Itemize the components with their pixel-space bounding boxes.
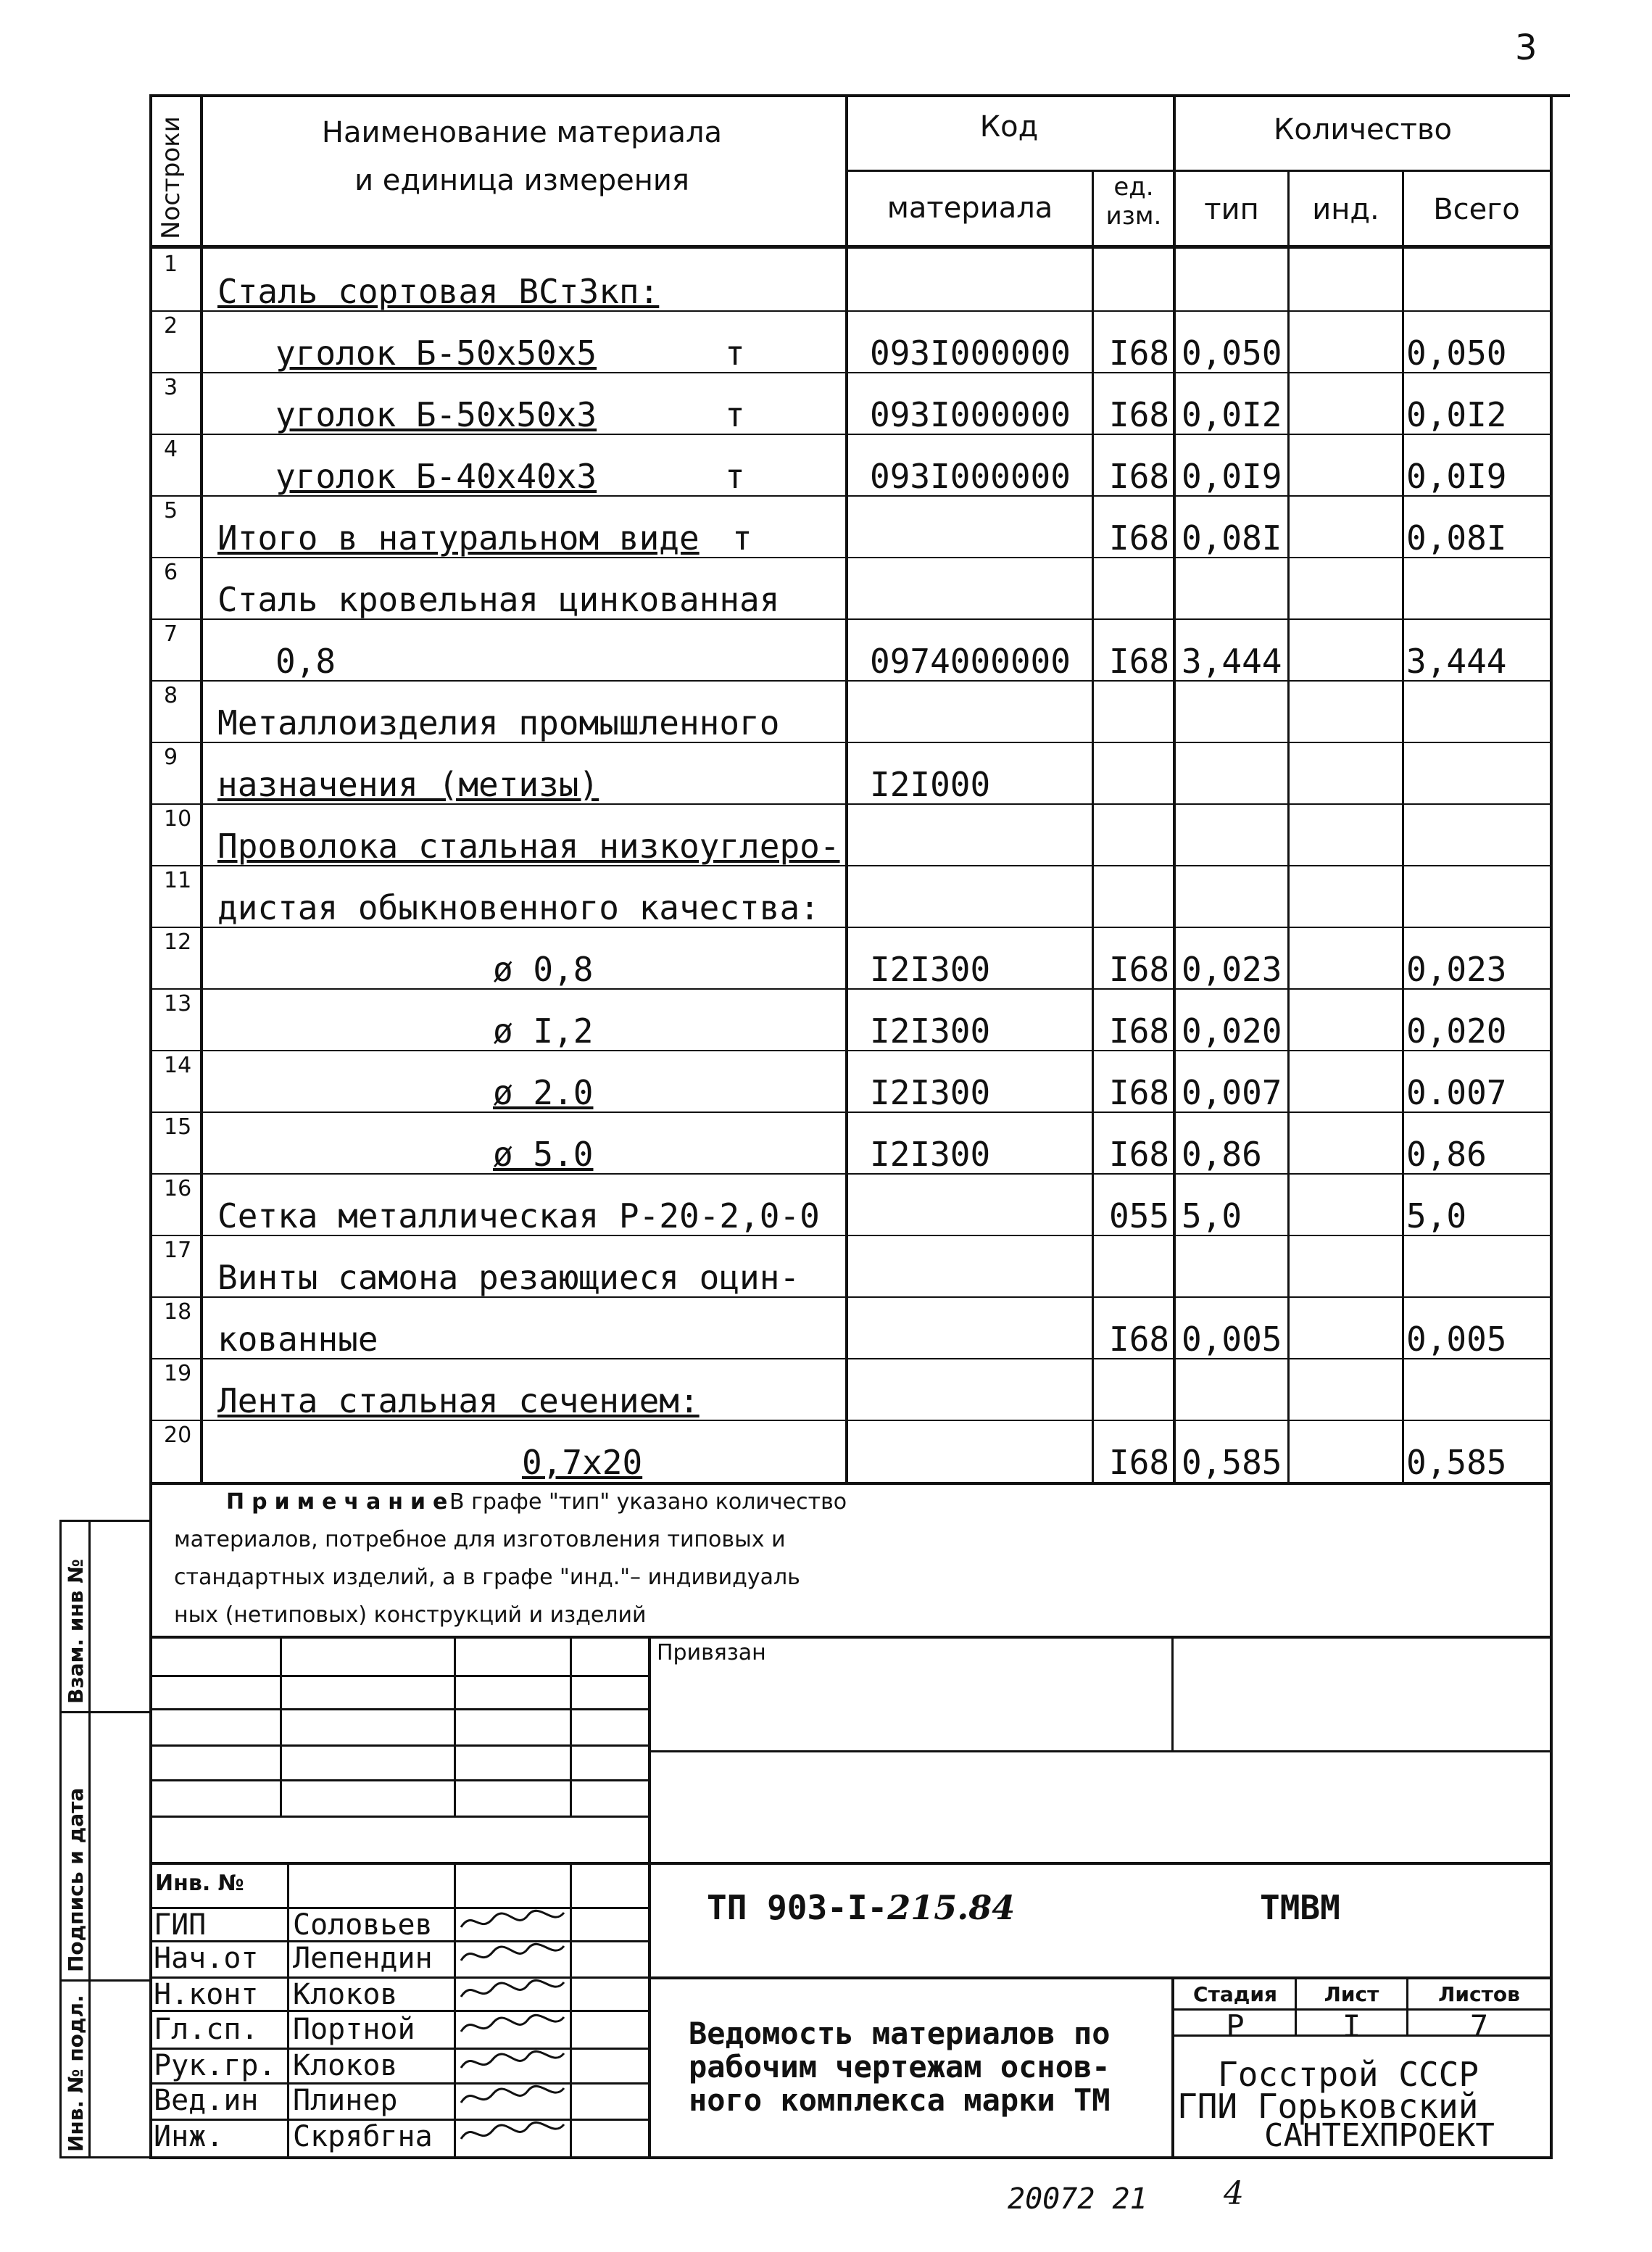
unit-code: I68 (1109, 395, 1170, 434)
signatory-role: Гл.сп. (154, 2013, 259, 2046)
unit-code: I68 (1109, 334, 1170, 373)
unit-code: I68 (1109, 1011, 1170, 1051)
inv-podl-label: Инв. № подл. (64, 1995, 88, 2152)
row-number: 11 (164, 868, 192, 893)
footer-handwritten: 4 (1224, 2175, 1244, 2212)
row-number: 7 (164, 621, 178, 647)
quantity-tip: 0,585 (1182, 1443, 1282, 1482)
doc-title-line2: рабочим чертежам основ- (689, 2049, 1111, 2085)
signatory-role: Нач.от (154, 1942, 259, 1975)
quantity-total: 0,0I9 (1406, 457, 1507, 496)
row-number: 19 (164, 1361, 192, 1386)
material-name: Сетка металлическая Р-20-2,0-0 (217, 1196, 820, 1235)
material-code: I2I300 (870, 1135, 991, 1174)
signature-scribble (458, 1975, 567, 2007)
material-code: 093I000000 (870, 395, 1071, 434)
row-number: 9 (164, 745, 178, 770)
organization-line1: Госстрой СССР (1218, 2055, 1479, 2094)
material-name: Итого в натуральном виде (217, 518, 700, 558)
quantity-tip: 0,08I (1182, 518, 1282, 558)
material-name: 0,7х20 (522, 1443, 643, 1482)
unit-code: I68 (1109, 1320, 1170, 1359)
material-name: Металлоизделия промышленного (217, 703, 780, 742)
unit-code: I68 (1109, 518, 1170, 558)
unit-code: I68 (1109, 457, 1170, 496)
quantity-tip: 0,0I2 (1182, 395, 1282, 434)
unit-code: I68 (1109, 1443, 1170, 1482)
quantity-tip: 0,0I9 (1182, 457, 1282, 496)
quantity-tip: 0,023 (1182, 950, 1282, 989)
material-code: 0974000000 (870, 642, 1071, 681)
material-name: Сталь сортовая ВСт3кп: (217, 272, 660, 311)
unit-code: I68 (1109, 1073, 1170, 1112)
material-name: ø 5.0 (493, 1135, 594, 1174)
name-header-line1: Наименование материала (321, 116, 723, 149)
sheets-value: 7 (1469, 2008, 1489, 2044)
quantity-tip: 0,005 (1182, 1320, 1282, 1359)
unit-code: I68 (1109, 1135, 1170, 1174)
signatory-name: Портной (293, 2013, 415, 2046)
row-number: 20 (164, 1423, 192, 1448)
total-header: Всего (1433, 193, 1520, 226)
note-line1: В графе "тип" указано количество (449, 1489, 847, 1515)
quantity-total: 0,023 (1406, 950, 1507, 989)
doc-title-line1: Ведомость материалов по (689, 2016, 1111, 2051)
page-number: 3 (1515, 28, 1537, 68)
material-name: ø 0,8 (493, 950, 594, 989)
quantity-header: Количество (1273, 113, 1452, 146)
row-number: 5 (164, 498, 178, 523)
document-code: ТП 903-I-215.84 (707, 1888, 1016, 1927)
signatory-name: Скрябгна (293, 2120, 433, 2153)
quantity-total: 0,050 (1406, 334, 1507, 373)
organization-line2: ГПИ Горьковский (1177, 2087, 1479, 2126)
material-code: I2I000 (870, 765, 991, 804)
material-name: Сталь кровельная цинкованная (217, 580, 780, 619)
sheet-label: Лист (1324, 1982, 1379, 2006)
row-number: 17 (164, 1238, 192, 1263)
signatory-name: Клоков (293, 1978, 398, 2011)
row-number: 6 (164, 560, 178, 585)
tip-header: тип (1204, 193, 1259, 226)
unit-code: I68 (1109, 642, 1170, 681)
material-header: материала (887, 191, 1053, 225)
row-number: 4 (164, 436, 178, 462)
ind-header: инд. (1312, 193, 1379, 226)
material-name: 0,8 (275, 642, 336, 681)
material-name: ø I,2 (493, 1011, 594, 1051)
note-line4: ных (нетиповых) конструкций и изделий (174, 1602, 647, 1628)
code-header: Код (979, 110, 1039, 144)
row-number: 1 (164, 252, 178, 277)
quantity-total: 5,0 (1406, 1196, 1467, 1235)
unit-code: I68 (1109, 950, 1170, 989)
material-name: ø 2.0 (493, 1073, 594, 1112)
stage-value: Р (1226, 2008, 1245, 2044)
signature-scribble (458, 2010, 567, 2042)
material-name: Винты самона резающиеся оцин- (217, 1258, 800, 1297)
row-number: 12 (164, 930, 192, 955)
signatory-role: Рук.гр. (154, 2049, 276, 2082)
signatory-name: Лепендин (293, 1942, 433, 1975)
material-name: дистая обыкновенного качества: (217, 888, 820, 927)
vzam-inv-label: Взам. инв № (64, 1559, 88, 1704)
material-name: Лента стальная сечением: (217, 1381, 700, 1420)
material-code: I2I300 (870, 1073, 991, 1112)
note-line2: материалов, потребное для изготовления типовых и (174, 1527, 786, 1552)
row-number: 14 (164, 1053, 192, 1078)
signature-scribble (458, 1939, 567, 1971)
material-name: уголок Б-50х50х3 (275, 395, 597, 434)
material-name: уголок Б-50х50х5 (275, 334, 597, 373)
quantity-tip: 0,020 (1182, 1011, 1282, 1051)
signature-scribble (458, 2046, 567, 2078)
material-unit-suffix: т (725, 395, 745, 434)
quantity-tip: 5,0 (1182, 1196, 1242, 1235)
quantity-tip: 0,007 (1182, 1073, 1282, 1112)
row-number: 3 (164, 375, 178, 400)
quantity-tip: 0,050 (1182, 334, 1282, 373)
row-number: 8 (164, 683, 178, 708)
quantity-total: 3,444 (1406, 642, 1507, 681)
material-unit-suffix: т (732, 518, 752, 558)
name-header-line2: и единица измерения (354, 164, 689, 197)
signatory-name: Плинер (293, 2084, 398, 2117)
signatory-name: Клоков (293, 2049, 398, 2082)
doc-title-line3: ного комплекса марки ТМ (689, 2082, 1111, 2118)
material-code: I2I300 (870, 950, 991, 989)
material-code: I2I300 (870, 1011, 991, 1051)
material-name: уголок Б-40х40х3 (275, 457, 597, 496)
material-name: Проволока стальная низкоуглеро- (217, 827, 840, 866)
signatory-role: ГИП (154, 1908, 207, 1942)
stage-label: Стадия (1193, 1982, 1277, 2006)
signatory-role: Вед.ин (154, 2084, 259, 2117)
material-name: кованные (217, 1320, 378, 1359)
footer-number: 20072 21 (1008, 2182, 1147, 2216)
material-unit-suffix: т (725, 457, 745, 496)
quantity-total: 0.007 (1406, 1073, 1507, 1112)
row-number: 10 (164, 806, 192, 832)
quantity-tip: 3,444 (1182, 642, 1282, 681)
signature-scribble (458, 2081, 567, 2113)
note-label: Примечание (226, 1489, 455, 1515)
quantity-total: 0,0I2 (1406, 395, 1507, 434)
row-number-header: Nострoки (157, 116, 186, 239)
podpis-data-label: Подпись и дата (64, 1787, 88, 1972)
row-number: 16 (164, 1176, 192, 1201)
quantity-total: 0,08I (1406, 518, 1507, 558)
signatory-role: Н.конт (154, 1978, 259, 2011)
sheets-label: Листов (1438, 1982, 1520, 2006)
material-code: 093I000000 (870, 334, 1071, 373)
organization-line3: САНТЕХПРОЕКТ (1264, 2117, 1495, 2154)
signatory-name: Соловьев (293, 1908, 433, 1942)
signature-scribble (458, 2117, 567, 2149)
row-number: 18 (164, 1299, 192, 1325)
row-number: 15 (164, 1114, 192, 1140)
privyazan-label: Привязан (657, 1640, 766, 1665)
quantity-total: 0,585 (1406, 1443, 1507, 1482)
unit-code: 055 (1109, 1196, 1170, 1235)
quantity-total: 0,86 (1406, 1135, 1487, 1174)
inv-no-label: Инв. № (155, 1871, 244, 1896)
document-mark: ТМВМ (1260, 1888, 1340, 1927)
signatory-role: Инж. (154, 2120, 224, 2153)
quantity-total: 0,005 (1406, 1320, 1507, 1359)
material-unit-suffix: т (725, 334, 745, 373)
note-line3: стандартных изделий, а в графе "инд."– индивидуаль (174, 1565, 800, 1590)
material-code: 093I000000 (870, 457, 1071, 496)
row-number: 2 (164, 313, 178, 339)
quantity-tip: 0,86 (1182, 1135, 1262, 1174)
material-name: назначения (метизы) (217, 765, 599, 804)
unit-header: ед. изм. (1105, 173, 1162, 231)
row-number: 13 (164, 991, 192, 1017)
quantity-total: 0,020 (1406, 1011, 1507, 1051)
sheet-value: I (1342, 2008, 1361, 2044)
signature-scribble (458, 1905, 567, 1937)
